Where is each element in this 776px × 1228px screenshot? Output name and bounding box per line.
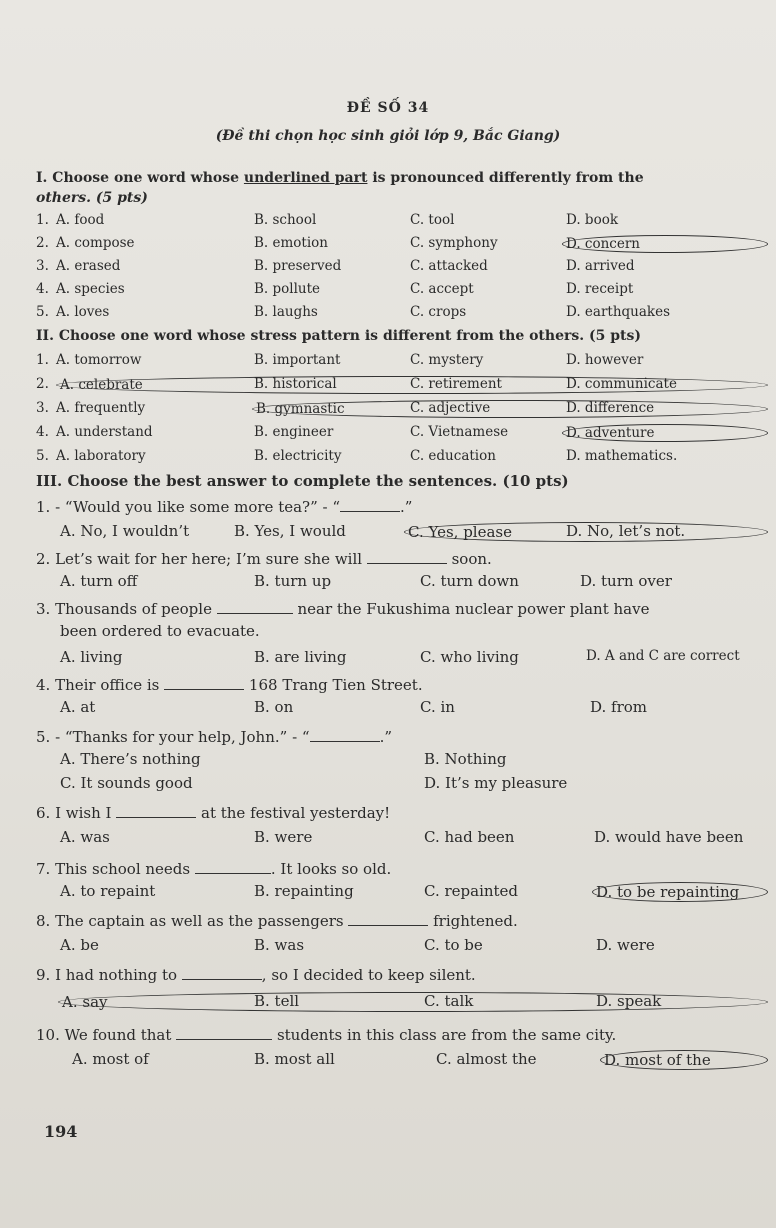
page-subtitle: (Đề thi chọn học sinh giỏi lớp 9, Bắc Giang) (215, 128, 561, 144)
page-number: 194 (44, 1122, 78, 1141)
circled-answer: A. celebrate (56, 376, 768, 394)
section1-instruction-cont: others. (5 pts) (36, 190, 148, 206)
circled-answer: D. to be repainting (592, 882, 768, 902)
section1-instruction: I. Choose one word whose underlined part is pronounced differently from the (36, 170, 644, 186)
question-6: 6. I wish I at the festival yesterday! (36, 804, 391, 822)
section2-instruction: II. Choose one word whose stress pattern is different from the others. (5 pts) (36, 328, 641, 344)
question-4: 4. Their office is 168 Trang Tien Street. (36, 676, 423, 694)
page-title: ĐỀ SỐ 34 (346, 100, 430, 116)
question-8: 8. The captain as well as the passengers frightened. (36, 912, 518, 930)
circled-answer: C. Yes, please (404, 522, 768, 542)
circled-answer: D. concern (562, 235, 768, 253)
question-9: 9. I had nothing to , so I decided to keep silent. (36, 966, 476, 984)
circled-answer: D. most of the (600, 1050, 768, 1070)
circled-answer: B. gymnastic (252, 400, 768, 418)
question-2: 2. Let’s wait for her here; I’m sure she will soon. (36, 550, 492, 568)
question-5: 5. - “Thanks for your help, John.” - “ .” (36, 728, 393, 746)
worksheet-page: ĐỀ SỐ 34 (Đề thi chọn học sinh giỏi lớp 9, Bắc Giang) I. Choose one word whose underlined part is pronounced differently from the others. (5 pts) 1. A. food B. school C. tool D. book 2. A. compose B. emotion C. symphony D. concern 3. A. erased B. preserved C. attacked D. arrived 4. A. species B. pollute C. accept D. receipt 5. A. loves B. laughs C. crops D. earthquakes II. Choose one word whose stress pattern is different from the others. (5 pts) 1. A. tomorrow B. important C. mystery D. however 2. A. celebrate B. historical C. retirement D. communicate 3. A. frequently B. gymnastic C. adjective D. difference 4. A. understand B. engineer C. Vietnamese D. adventure 5. A. laboratory B. electricity C. education D. mathematics. III. Choose the best answer to complete the sentences. (10 pts) 1. - “Would you like some more tea?” - “ .” A. No, I wouldn’t B. Yes, I would C. Yes, please D. No, let’s not. 2. Let’s wait for her here; I’m sure she will soon. A. turn off B. turn up C. turn down D. turn over 3. Thousands of people near the Fukushima nuclear power plant have been ordered to evacuate. A. living B. are living C. who living D. A and C are correct 4. Their office is 168 Trang Tien Street. A. at B. on C. in D. from 5. - “Thanks for your help, John.” - “ .” A. There’s nothing B. Nothing C. It sounds good D. It’s my pleasure 6. I wish I at the festival yesterday! A. was B. were C. had been D. would have been 7. This school needs . It looks so old. A. to repaint B. repainting C. repainted D. to be repainting 8. The captain as well as the passengers frightened. A. be B. was C. to be D. were 9. I had nothing to , so I decided to keep silent. A. say B. tell C. talk D. speak 10. We found that students in this class are from the same city. A. most of B. most all C. almost the D. most of the 194 (0, 0, 776, 1228)
question-7: 7. This school needs . It looks so old. (36, 860, 392, 878)
question-3-cont: been ordered to evacuate. (60, 622, 260, 640)
section3-instruction: III. Choose the best answer to complete the sentences. (10 pts) (36, 472, 569, 490)
circled-answer: D. adventure (562, 424, 768, 442)
question-1: 1. - “Would you like some more tea?” - “ .” (36, 498, 413, 516)
circled-answer: A. say (58, 992, 768, 1012)
question-10: 10. We found that students in this class are from the same city. (36, 1026, 617, 1044)
question-3: 3. Thousands of people near the Fukushima nuclear power plant have (36, 600, 650, 618)
